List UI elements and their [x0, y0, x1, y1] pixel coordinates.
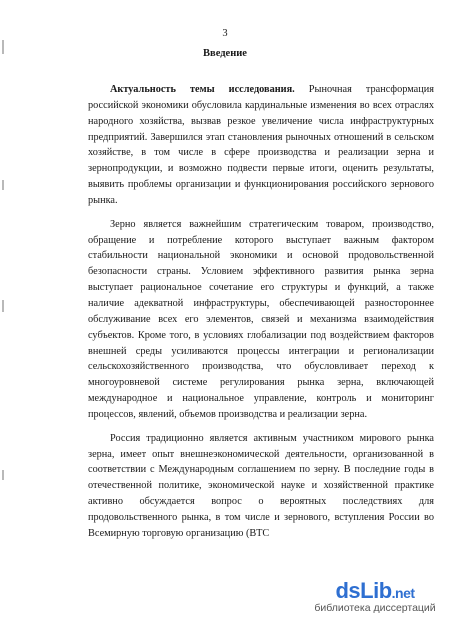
scan-edge-mark	[2, 180, 4, 190]
dslib-logo: dsLib.net	[335, 578, 415, 603]
text-line: стабильности национальной экономики и основой продовольственной	[88, 250, 434, 262]
text-line: выявить проблемы организации и функционирования российского зернового	[88, 179, 434, 191]
text-line: Всемирную торговую организацию (ВТС	[88, 527, 270, 539]
scan-edge-mark	[2, 300, 4, 312]
text-line: обращение и потребление которого выступает важным фактором	[88, 234, 434, 246]
text-line: сельскохозяйственного производства, что обусловливает переход к	[88, 361, 434, 373]
text-line: рынка.	[88, 194, 118, 206]
text-line: российской экономики обусловила кардинальные изменения во всех отраслях	[88, 99, 434, 111]
text-line: продовольственного рынка, в том числе и зернового, вступления России во	[88, 511, 434, 523]
text-line: наличие адекватной инфраструктуры, обеспечивающей разностороннее	[88, 297, 434, 309]
text-line: обслуживание всех его элементов, связей и механизма взаимодействия	[88, 313, 434, 325]
text-line: субъектов. Кроме того, в условиях глобализации под воздействием факторов	[88, 329, 434, 341]
text-line: безопасности страны. Условием эффективного развития рынка зерна	[88, 266, 434, 278]
text-line: внешней среды усиливаются процессы интеграции и регионализации	[88, 345, 434, 357]
paragraph-relevance	[88, 82, 434, 209]
watermark-caption: библиотека диссертаций	[314, 602, 436, 614]
text-line: выступает рациональное сочетание его структуры и функций, а также	[88, 282, 434, 294]
text-line: отечественной политике, экономической науке и хозяйственной практике	[88, 480, 434, 492]
text-line: хозяйстве, в том числе в сфере производства и реализации зерна и	[88, 147, 434, 159]
dslib-watermark[interactable]	[310, 578, 440, 614]
text-line: процессов, явлений, объемов производства и реализации зерна.	[88, 408, 368, 420]
text-line: активно обсуждается вопрос о вероятных последствиях для	[88, 496, 434, 508]
lead-phrase: Актуальность темы исследования.	[110, 84, 295, 95]
text-line: народного хозяйства, вызвав резкое увеличение числа инфраструктурных	[88, 115, 434, 127]
text-line: соответствии с Международным соглашением по зерну. В последние годы в	[88, 464, 434, 476]
text-line: Актуальность темы исследования. Рыночная трансформация	[110, 84, 434, 95]
text-line: Россия традиционно является активным участником мирового рынка	[110, 432, 434, 444]
text-line: многоуровневой системе регулирования рынка зерна, включающей	[88, 377, 434, 389]
text-line: зерна, имеет опыт внешнеэкономической деятельности, организованной в	[88, 448, 434, 460]
scan-edge-mark	[2, 470, 4, 480]
text-line: зернопродукции, и возможно подвести первые итоги, оценить результаты,	[88, 163, 434, 175]
text-line: международное и национальное управление, контроль и мониторинг	[88, 393, 434, 405]
document-body	[88, 82, 434, 550]
text-line: Зерно является важнейшим стратегическим товаром, производство,	[110, 218, 434, 230]
paragraph-grain	[88, 217, 434, 423]
text-line: предприятий. Завершился этап становления рыночных отношений в сельском	[88, 131, 434, 143]
page-heading: Введение	[203, 48, 247, 59]
page-number: 3	[222, 28, 228, 39]
paragraph-russia	[88, 431, 434, 542]
